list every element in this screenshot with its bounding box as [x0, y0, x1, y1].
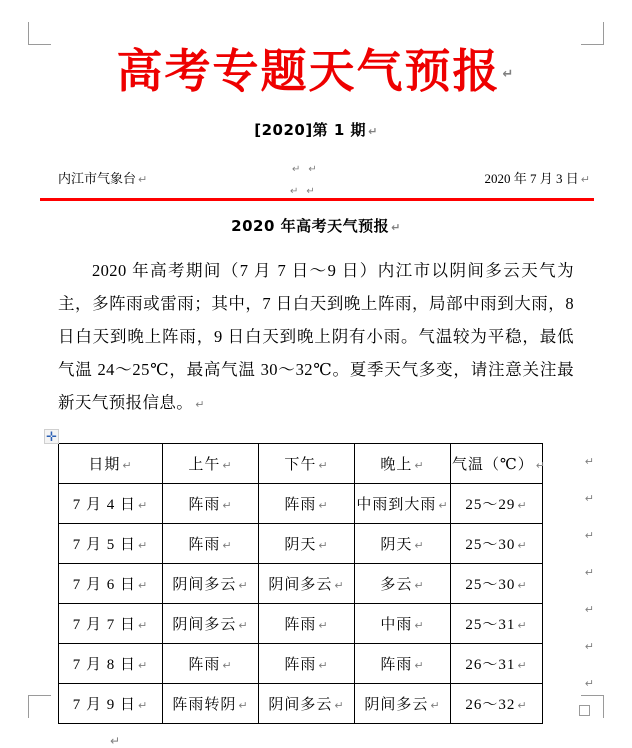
pilcrow-mark: ↵ — [195, 397, 205, 411]
pilcrow-mark: ↵ — [368, 124, 378, 138]
pilcrow-mark: ↵ — [238, 618, 249, 632]
pilcrow-mark: ↵ — [238, 578, 249, 592]
pilcrow-mark: ↵ — [502, 66, 516, 82]
pilcrow-mark: ↵ — [238, 698, 249, 712]
cell-morning[interactable] — [163, 603, 259, 643]
pilcrow-mark: ↵ — [222, 538, 233, 552]
cell-temp-text: 26～32 — [465, 696, 516, 713]
cell-temp[interactable] — [451, 523, 543, 563]
cell-date-text: 7 月 7 日 — [72, 616, 137, 633]
cell-date-text: 7 月 8 日 — [72, 656, 137, 673]
table-row — [59, 563, 543, 603]
pilcrow-mark: ↵ — [292, 163, 301, 175]
table-row-end-marks — [585, 443, 594, 724]
cell-morning[interactable] — [163, 483, 259, 523]
cell-afternoon-text: 阴天 — [284, 536, 317, 553]
cell-afternoon-text: 阵雨 — [284, 656, 317, 673]
pilcrow-mark: ↵ — [580, 172, 590, 186]
row-end-mark: ↵ — [584, 639, 594, 653]
cell-date-text: 7 月 9 日 — [72, 696, 137, 713]
red-horizontal-rule — [40, 198, 594, 201]
pilcrow-mark: ↵ — [414, 458, 425, 472]
table-header-morning[interactable] — [163, 443, 259, 483]
pilcrow-mark: ↵ — [138, 698, 149, 712]
cell-temp-text: 25～31 — [465, 616, 516, 633]
pilcrow-mark: ↵ — [517, 538, 528, 552]
cell-temp[interactable] — [451, 603, 543, 643]
table-row — [59, 643, 543, 683]
cell-evening[interactable] — [355, 683, 451, 723]
cell-date[interactable] — [59, 643, 163, 683]
cell-morning-text: 阴间多云 — [172, 576, 237, 593]
cell-temp-text: 26～31 — [465, 656, 516, 673]
cell-temp-text: 25～29 — [465, 496, 516, 513]
pilcrow-mark: ↵ — [414, 578, 425, 592]
row-end-mark: ↵ — [584, 528, 594, 542]
pilcrow-mark: ↵ — [306, 185, 315, 197]
cell-afternoon[interactable] — [259, 643, 355, 683]
row-end-mark: ↵ — [584, 565, 594, 579]
cell-morning[interactable] — [163, 523, 259, 563]
cell-date[interactable] — [59, 523, 163, 563]
cell-evening-text: 中雨 — [380, 616, 413, 633]
margin-corner-mark-top-right — [581, 22, 604, 45]
pilcrow-mark: ↵ — [318, 498, 329, 512]
table-header-row — [59, 443, 543, 483]
cell-date[interactable] — [59, 683, 163, 723]
forecast-table — [58, 443, 546, 724]
row-end-mark: ↵ — [584, 676, 594, 690]
cell-afternoon-text: 阵雨 — [284, 616, 317, 633]
pilcrow-mark: ↵ — [138, 658, 149, 672]
pilcrow-mark: ↵ — [517, 658, 528, 672]
cell-date[interactable] — [59, 563, 163, 603]
pilcrow-mark: ↵ — [517, 698, 528, 712]
pilcrow-mark: ↵ — [517, 618, 528, 632]
page-end-marker — [579, 705, 590, 716]
pilcrow-mark: ↵ — [138, 618, 149, 632]
cell-evening[interactable] — [355, 523, 451, 563]
table-row — [59, 603, 543, 643]
table-header-date-text: 日期 — [88, 456, 121, 473]
row-end-mark: ↵ — [584, 491, 594, 505]
pilcrow-mark: ↵ — [290, 185, 299, 197]
pilcrow-mark: ↵ — [138, 172, 148, 186]
cell-evening[interactable] — [355, 563, 451, 603]
pilcrow-mark: ↵ — [222, 458, 233, 472]
masthead-center-marks — [290, 160, 317, 198]
forecast-paragraph — [58, 254, 574, 421]
pilcrow-mark: ↵ — [318, 658, 329, 672]
cell-afternoon[interactable] — [259, 603, 355, 643]
table-row — [59, 683, 543, 723]
table-header-evening[interactable] — [355, 443, 451, 483]
pilcrow-mark: ↵ — [138, 498, 149, 512]
cell-morning-text: 阵雨 — [188, 536, 221, 553]
forecast-paragraph-text: 2020 年高考期间（7 月 7 日～9 日）内江市以阴间多云天气为主，多阵雨或雷雨；其中，7 日白天到晚上阵雨，局部中雨到大雨，8 日白天到晚上阵雨，9 日白天到晚上阴有小雨。气温较为平稳，最低气温 24～25℃，最高气温 30～32℃。夏季天气多变，请注意关注最新天气预报信息。 — [58, 260, 574, 412]
margin-corner-mark-bottom-left — [28, 695, 51, 718]
pilcrow-mark: ↵ — [138, 538, 149, 552]
cell-evening-text: 中雨到大雨 — [356, 496, 437, 513]
forecast-table-wrapper — [46, 428, 594, 724]
cell-temp[interactable] — [451, 563, 543, 603]
table-header-evening-text: 晚上 — [380, 456, 413, 473]
pilcrow-mark: ↵ — [318, 538, 329, 552]
masthead-organization — [58, 168, 147, 187]
table-header-date[interactable] — [59, 443, 163, 483]
pilcrow-mark: ↵ — [318, 458, 329, 472]
pilcrow-mark: ↵ — [308, 163, 317, 175]
cell-temp[interactable] — [451, 643, 543, 683]
cell-morning-text: 阴间多云 — [172, 616, 237, 633]
cell-afternoon-text: 阴间多云 — [268, 576, 333, 593]
cell-evening-text: 阵雨 — [380, 656, 413, 673]
pilcrow-mark: ↵ — [222, 658, 233, 672]
cell-morning-text: 阵雨 — [188, 496, 221, 513]
table-header-temp-text: 气温（℃） — [452, 456, 534, 473]
table-header-afternoon[interactable] — [259, 443, 355, 483]
cell-afternoon[interactable] — [259, 563, 355, 603]
masthead-date — [485, 168, 590, 187]
masthead-center-marks-row2 — [288, 182, 317, 198]
pilcrow-mark: ↵ — [414, 658, 425, 672]
cell-evening-text: 多云 — [380, 576, 413, 593]
masthead-date-text: 2020 年 7 月 3 日 — [484, 170, 579, 186]
table-header-afternoon-text: 下午 — [284, 456, 317, 473]
cell-afternoon[interactable] — [259, 523, 355, 563]
cell-morning[interactable] — [163, 643, 259, 683]
pilcrow-mark: ↵ — [535, 458, 546, 472]
cell-afternoon-text: 阴间多云 — [268, 696, 333, 713]
masthead — [58, 163, 590, 197]
cell-morning[interactable] — [163, 683, 259, 723]
cell-temp-text: 25～30 — [465, 536, 516, 553]
cell-temp-text: 25～30 — [465, 576, 516, 593]
document-subtitle — [58, 215, 574, 236]
row-end-mark: ↵ — [584, 454, 594, 468]
cell-date-text: 7 月 4 日 — [72, 496, 137, 513]
cell-morning[interactable] — [163, 563, 259, 603]
table-header-temp[interactable] — [451, 443, 546, 483]
cell-date-text: 7 月 5 日 — [72, 536, 137, 553]
pilcrow-mark: ↵ — [517, 578, 528, 592]
pilcrow-mark: ↵ — [138, 578, 149, 592]
cell-evening[interactable] — [355, 643, 451, 683]
row-end-mark: ↵ — [584, 602, 594, 616]
pilcrow-mark: ↵ — [318, 618, 329, 632]
document-page — [46, 0, 594, 748]
pilcrow-mark: ↵ — [414, 618, 425, 632]
issue-number-text: [2020]第 1 期 — [254, 120, 367, 139]
cell-evening[interactable] — [355, 603, 451, 643]
cell-afternoon-text: 阵雨 — [284, 496, 317, 513]
pilcrow-mark: ↵ — [438, 498, 449, 512]
pilcrow-mark: ↵ — [391, 220, 401, 234]
cell-morning-text: 阵雨 — [188, 656, 221, 673]
pilcrow-mark: ↵ — [122, 458, 133, 472]
pilcrow-mark: ↵ — [414, 538, 425, 552]
cell-date[interactable] — [59, 603, 163, 643]
table-row — [59, 483, 543, 523]
cell-afternoon[interactable] — [259, 483, 355, 523]
issue-number — [58, 119, 574, 140]
table-row — [59, 523, 543, 563]
document-title-text: 高考专题天气预报 — [116, 44, 501, 98]
trailing-pilcrow: ↵ — [110, 733, 121, 748]
cell-evening-text: 阴间多云 — [364, 696, 429, 713]
table-header-morning-text: 上午 — [188, 456, 221, 473]
pilcrow-mark: ↵ — [517, 498, 528, 512]
cell-temp[interactable] — [451, 683, 543, 723]
pilcrow-mark: ↵ — [222, 498, 233, 512]
document-subtitle-text: 2020 年高考天气预报 — [231, 216, 390, 235]
cell-temp[interactable] — [451, 483, 543, 523]
pilcrow-mark: ↵ — [334, 578, 345, 592]
document-title — [58, 46, 574, 97]
margin-corner-mark-top-left — [28, 22, 51, 45]
pilcrow-mark: ↵ — [430, 698, 441, 712]
cell-evening[interactable] — [355, 483, 451, 523]
cell-afternoon[interactable] — [259, 683, 355, 723]
masthead-organization-text: 内江市气象台 — [58, 170, 137, 186]
cell-morning-text: 阵雨转阴 — [172, 696, 237, 713]
cell-date-text: 7 月 6 日 — [72, 576, 137, 593]
pilcrow-mark: ↵ — [334, 698, 345, 712]
cell-evening-text: 阴天 — [380, 536, 413, 553]
table-move-handle-icon[interactable]: ✛ — [44, 429, 59, 444]
cell-date[interactable] — [59, 483, 163, 523]
